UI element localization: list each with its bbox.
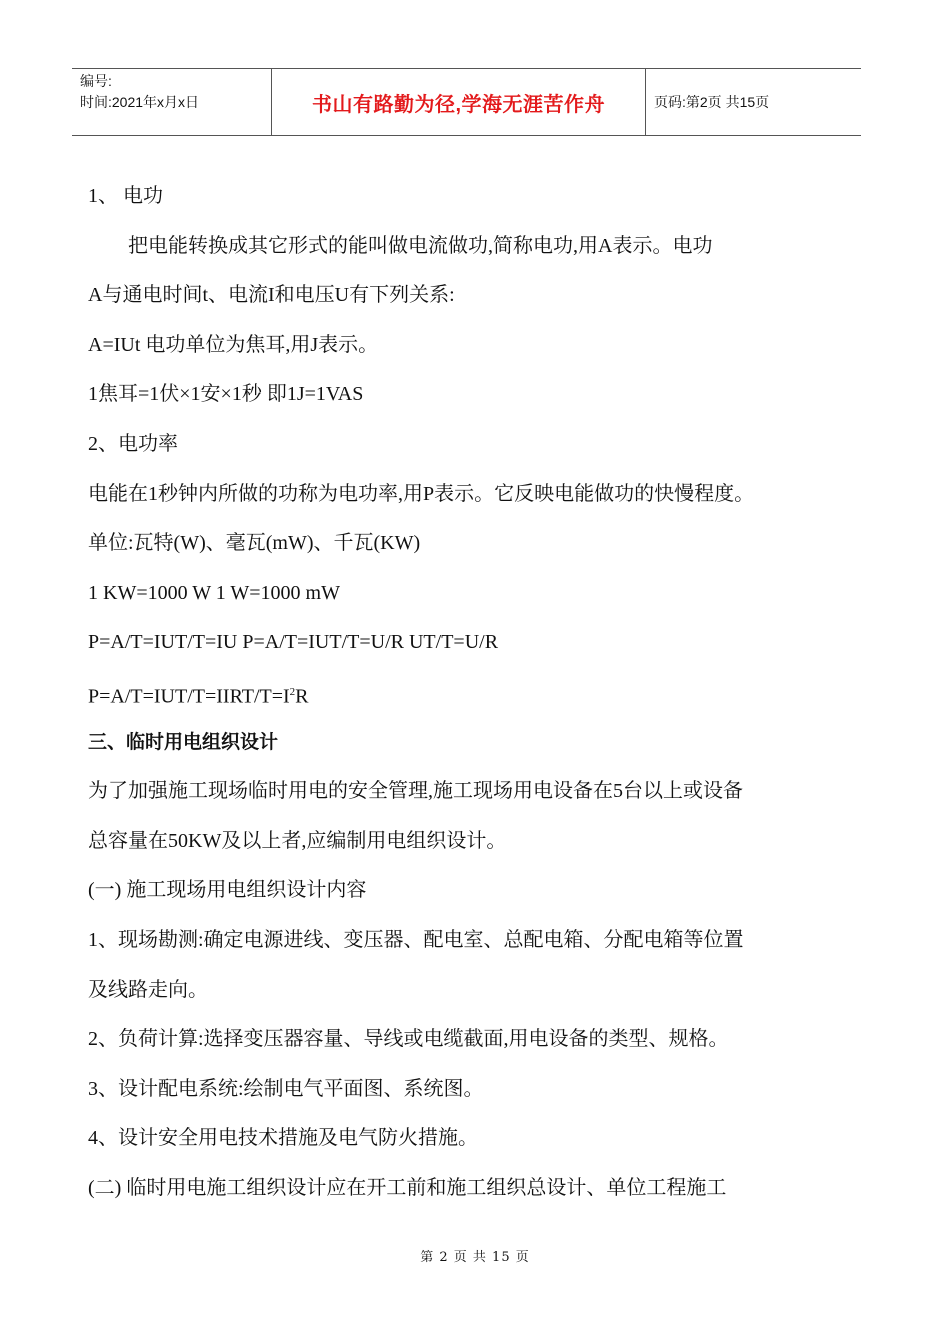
page-footer: 第 2 页 共 15 页 — [420, 1250, 530, 1265]
paragraph-line: 电能在1秒钟内所做的功称为电功率,用P表示。它反映电能做功的快慢程度。 — [88, 482, 755, 505]
list-item: 4、设计安全用电技术措施及电气防火措施。 — [88, 1127, 478, 1150]
paragraph-line: A与通电时间t、电流I和电压U有下列关系: — [88, 284, 455, 307]
list-item: 3、设计配电系统:绘制电气平面图、系统图。 — [88, 1077, 484, 1100]
number-label: 编号: — [80, 73, 112, 89]
formula-line — [88, 668, 868, 718]
heading-electric-work: 1、 电功 — [88, 185, 163, 207]
formula-text: P=A/T=IUT/T=IIRT/T=I — [88, 685, 290, 708]
subsection-heading: (二) 临时用电施工组织设计应在开工前和施工组织总设计、单位工程施工 — [88, 1176, 727, 1199]
paragraph-line: 为了加强施工现场临时用电的安全管理,施工现场用电设备在5台以上或设备 — [88, 780, 743, 803]
formula-line: 1焦耳=1伏×1安×1秒 即1J=1VAS — [88, 383, 364, 406]
document-body — [88, 172, 868, 1213]
header-motto: 书山有路勤为径,学海无涯苦作舟 — [272, 69, 646, 135]
header-page-info: 页码:第2页 共15页 — [654, 94, 770, 110]
list-item: 1、现场勘测:确定电源进线、变压器、配电室、总配电箱、分配电箱等位置 — [88, 928, 744, 951]
formula-text: R — [295, 685, 309, 708]
header-meta — [72, 69, 272, 135]
time-label: 时间:2021年x月x日 — [80, 94, 200, 110]
formula-line: A=IUt 电功单位为焦耳,用J表示。 — [88, 333, 379, 356]
paragraph-line: 单位:瓦特(W)、毫瓦(mW)、千瓦(KW) — [88, 532, 421, 555]
formula-superscript: 2 — [289, 685, 296, 698]
list-item-continuation: 及线路走向。 — [88, 978, 208, 1001]
paragraph-line: 总容量在50KW及以上者,应编制用电组织设计。 — [88, 829, 507, 852]
page-header — [72, 68, 861, 136]
paragraph-line: 把电能转换成其它形式的能叫做电流做功,简称电功,用A表示。电功 — [128, 234, 713, 257]
heading-electric-power: 2、电功率 — [88, 432, 178, 455]
formula-line: P=A/T=IUT/T=IU P=A/T=IUT/T=U/R UT/T=U/R — [88, 631, 499, 654]
subsection-heading: (一) 施工现场用电组织设计内容 — [88, 879, 367, 902]
formula-line: 1 KW=1000 W 1 W=1000 mW — [88, 581, 340, 604]
list-item: 2、负荷计算:选择变压器容量、导线或电缆截面,用电设备的类型、规格。 — [88, 1028, 729, 1051]
section-heading: 三、临时用电组织设计 — [88, 730, 279, 753]
